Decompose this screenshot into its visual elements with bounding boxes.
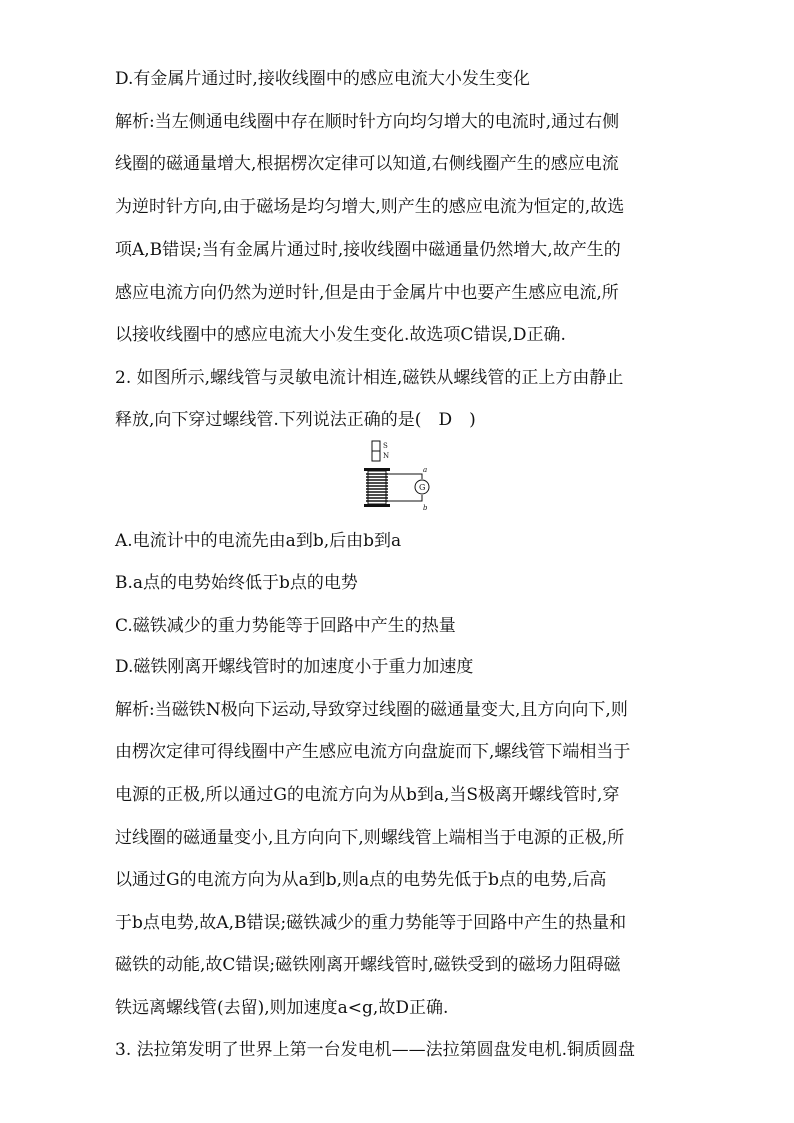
option-d-text-1: D.有金属片通过时,接收线圈中的感应电流大小发生变化: [115, 69, 530, 89]
analysis-line: 于b点电势,故A,B错误;磁铁减少的重力势能等于回路中产生的热量和: [115, 913, 627, 933]
wire-top: [388, 474, 422, 479]
analysis-line: 电源的正极,所以通过G的电流方向为从b到a,当S极离开螺线管时,穿: [115, 785, 620, 805]
solenoid-diagram: [350, 438, 440, 516]
analysis-line: 由楞次定律可得线圈中产生感应电流方向盘旋而下,螺线管下端相当于: [115, 742, 631, 762]
point-label-a: a: [423, 466, 428, 474]
analysis-line: 为逆时针方向,由于磁场是均匀增大,则产生的感应电流为恒定的,故选: [115, 197, 625, 217]
analysis-line: 感应电流方向仍然为逆时针,但是由于金属片中也要产生感应电流,所: [115, 283, 619, 303]
analysis-line: 以接收线圈中的感应电流大小发生变化.故选项C错误,D正确.: [115, 325, 566, 345]
option-a: A.电流计中的电流先由a到b,后由b到a: [115, 531, 402, 551]
question-2-stem: 释放,向下穿过螺线管.下列说法正确的是( D ): [115, 410, 476, 430]
analysis-line: 解析:当磁铁N极向下运动,导致穿过线圈的磁通量变大,且方向向下,则: [115, 700, 628, 720]
wire-bottom: [388, 495, 422, 501]
question-2-stem: 2. 如图所示,螺线管与灵敏电流计相连,磁铁从螺线管的正上方由静止: [115, 368, 624, 388]
question-3-stem: 3. 法拉第发明了世界上第一台发电机——法拉第圆盘发电机.铜质圆盘: [115, 1040, 636, 1060]
option-c: C.磁铁减少的重力势能等于回路中产生的热量: [115, 616, 456, 636]
option-b: B.a点的电势始终低于b点的电势: [115, 573, 358, 593]
analysis-line: 铁远离螺线管(去留),则加速度a<g,故D正确.: [115, 998, 449, 1018]
magnet-label-s: S: [383, 442, 388, 450]
point-label-b: b: [423, 504, 428, 512]
analysis-line: 项A,B错误;当有金属片通过时,接收线圈中磁通量仍然增大,故产生的: [115, 240, 621, 260]
option-d: D.磁铁刚离开螺线管时的加速度小于重力加速度: [115, 657, 474, 677]
analysis-line: 磁铁的动能,故C错误;磁铁刚离开螺线管时,磁铁受到的磁场力阻碍磁: [115, 955, 621, 975]
galvanometer-label: G: [419, 483, 426, 492]
analysis-line: 解析:当左侧通电线圈中存在顺时针方向均匀增大的电流时,通过右侧: [115, 112, 620, 132]
analysis-line: 以通过G的电流方向为从a到b,则a点的电势先低于b点的电势,后高: [115, 870, 607, 890]
analysis-line: 线圈的磁通量增大,根据楞次定律可以知道,右侧线圈产生的感应电流: [115, 154, 619, 174]
magnet-label-n: N: [383, 452, 390, 460]
analysis-line: 过线圈的磁通量变小,且方向向下,则螺线管上端相当于电源的正极,所: [115, 828, 625, 848]
solenoid-body: [368, 471, 386, 504]
solenoid-coils: [366, 474, 388, 501]
